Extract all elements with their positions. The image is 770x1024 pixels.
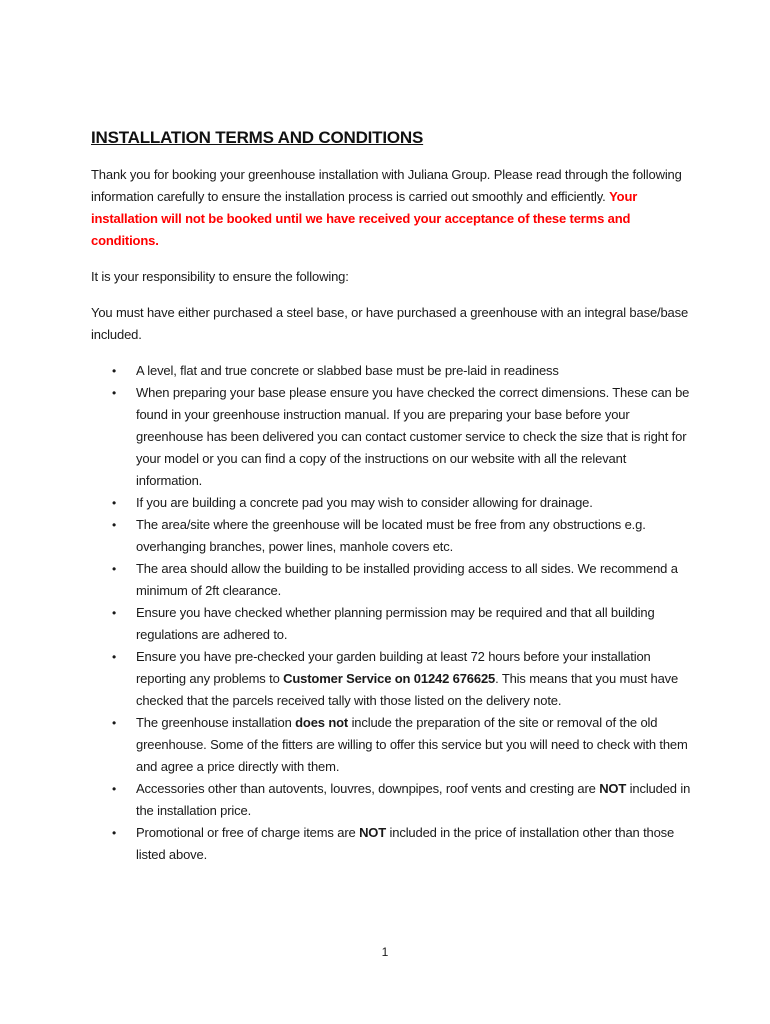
list-item-text: When preparing your base please ensure you have checked the correct dimensions. These can be found in your greenhouse instruction manual. If you are preparing your base before your greenhouse has been delivered you can contact customer service to check the size that is right for your model or you can find a copy of the instructions on our website with all the relevant information. bbox=[136, 385, 690, 488]
list-item bbox=[91, 778, 691, 822]
list-item-text: The area should allow the building to be installed providing access to all sides. We recommend a minimum of 2ft clearance. bbox=[136, 561, 678, 598]
list-item-text: Accessories other than autovents, louvres, downpipes, roof vents and cresting are bbox=[136, 781, 600, 796]
list-item-text: The area/site where the greenhouse will be located must be free from any obstructions e.g. overhanging branches, power lines, manhole covers etc. bbox=[136, 517, 646, 554]
list-item bbox=[91, 382, 691, 492]
list-item bbox=[91, 492, 691, 514]
list-item-text: Ensure you have pre-checked your garden building at least 72 hours before your installation reporting any problems to bbox=[136, 649, 651, 686]
list-item bbox=[91, 602, 691, 646]
bullet-icon: • bbox=[112, 364, 117, 378]
page-title: INSTALLATION TERMS AND CONDITIONS bbox=[91, 128, 424, 147]
base-requirement: You must have either purchased a steel base, or have purchased a greenhouse with an integral base/base included. bbox=[91, 305, 689, 342]
customer-service-phone: Customer Service on 01242 676625 bbox=[283, 671, 496, 686]
bullet-icon: • bbox=[112, 782, 117, 796]
list-item-text: . This means that you must have checked that the parcels received tally with those listed on the delivery note. bbox=[136, 671, 679, 708]
intro-paragraph bbox=[91, 164, 691, 252]
list-item bbox=[91, 514, 691, 558]
emphasis-text: does not bbox=[295, 715, 349, 730]
document-body bbox=[91, 128, 691, 866]
list-item bbox=[91, 646, 691, 712]
bullet-icon: • bbox=[112, 496, 117, 510]
list-item-text: Promotional or free of charge items are bbox=[136, 825, 360, 840]
list-item-text: included in the price of installation other than those listed above. bbox=[136, 825, 675, 862]
emphasis-text: NOT bbox=[599, 781, 627, 796]
intro-text: Thank you for booking your greenhouse installation with Juliana Group. Please read through the following information carefully to ensure the installation process is carried out smoothly and efficiently. bbox=[91, 167, 682, 204]
bullet-icon: • bbox=[112, 386, 117, 400]
list-item-text: If you are building a concrete pad you may wish to consider allowing for drainage. bbox=[136, 495, 593, 510]
bullet-icon: • bbox=[112, 716, 117, 730]
list-item-text: A level, flat and true concrete or slabbed base must be pre-laid in readiness bbox=[136, 363, 559, 378]
bullet-icon: • bbox=[112, 826, 117, 840]
bullet-icon: • bbox=[112, 606, 117, 620]
list-item-text: included in the installation price. bbox=[136, 781, 691, 818]
requirements-list bbox=[91, 360, 691, 866]
list-item-text: Ensure you have checked whether planning permission may be required and that all building regulations are adhered to. bbox=[136, 605, 655, 642]
booking-warning: Your installation will not be booked until we have received your acceptance of these terms and conditions. bbox=[91, 189, 638, 248]
list-item bbox=[91, 712, 691, 778]
bullet-icon: • bbox=[112, 650, 117, 664]
bullet-icon: • bbox=[112, 562, 117, 576]
responsibility-line: It is your responsibility to ensure the following: bbox=[91, 269, 349, 284]
emphasis-text: NOT bbox=[359, 825, 387, 840]
bullet-icon: • bbox=[112, 518, 117, 532]
list-item-text: The greenhouse installation bbox=[136, 715, 296, 730]
page-number: 1 bbox=[381, 945, 389, 959]
list-item bbox=[91, 558, 691, 602]
list-item-text: include the preparation of the site or removal of the old greenhouse. Some of the fitters are willing to offer this service but you will need to check with them and agree a price directly with them. bbox=[136, 715, 688, 774]
list-item bbox=[91, 822, 691, 866]
list-item bbox=[91, 360, 691, 382]
